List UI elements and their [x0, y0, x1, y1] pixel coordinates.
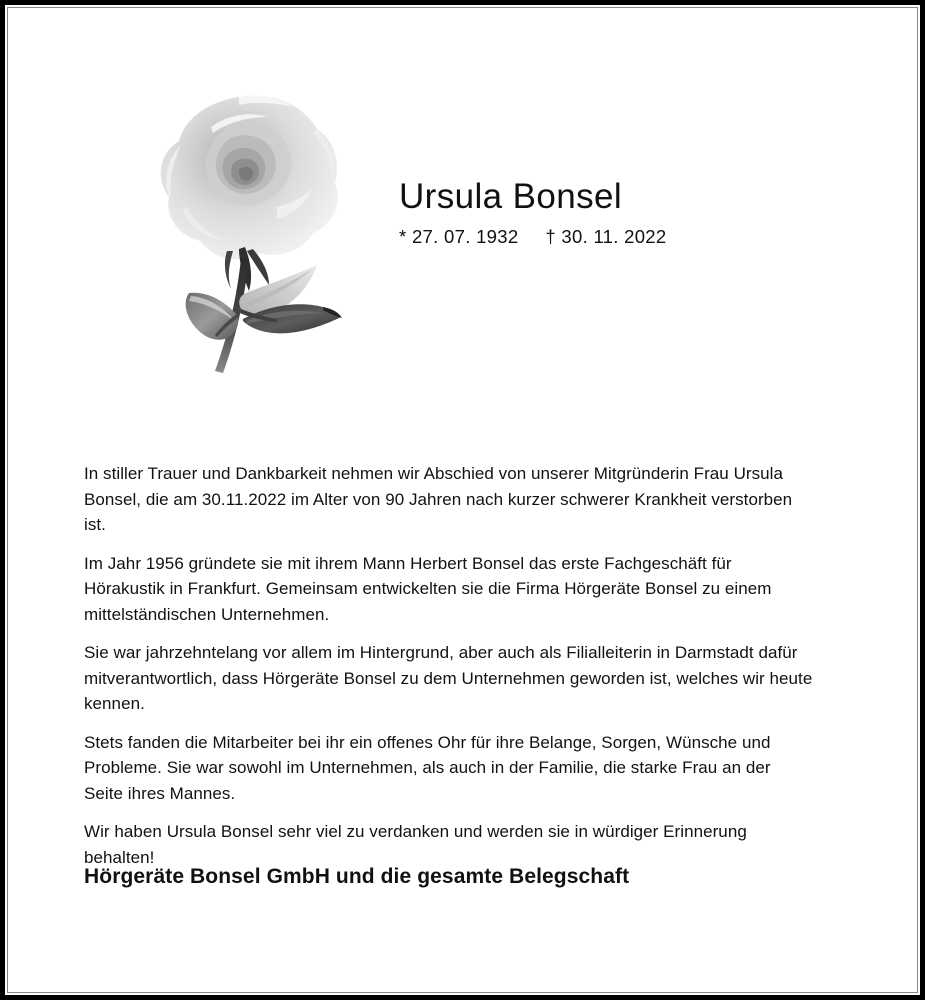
paragraph: Stets fanden die Mitarbeiter bei ihr ein offenes Ohr für ihre Belange, Sorgen, Wünsche und Probleme. Sie war sowohl im Unternehmen, als auch in der Familie, die starke Frau an der Seite ihres Mannes. [84, 732, 771, 803]
paragraph: In stiller Trauer und Dankbarkeit nehmen wir Abschied von unserer Mitgründerin Frau Ursula Bonsel, die am 30.11.2022 im Alter von 90 Jahren nach kurzer schwerer Krankheit verstorben ist. [84, 464, 793, 534]
paragraph: Sie war jahrzehntelang vor allem im Hintergrund, aber auch als Filialleiterin in Darmstadt dafür mitverantwortlich, dass Hörgeräte Bonsel zu dem Unternehmen geworden ist, welches wir heute kennen. [84, 643, 813, 713]
signature-line: Hörgeräte Bonsel GmbH und die gesamte Belegschaft [84, 865, 630, 888]
died-date: 30. 11. 2022 [561, 226, 667, 248]
rose-flower-illustration-icon [127, 87, 357, 387]
born-symbol: * [399, 226, 407, 248]
died-symbol: † [545, 226, 556, 248]
name-block [399, 177, 819, 248]
deceased-name: Ursula Bonsel [399, 177, 623, 216]
obituary-body [84, 461, 814, 870]
life-dates [399, 226, 819, 248]
born-date: 27. 07. 1932 [411, 226, 519, 248]
paragraph: Wir haben Ursula Bonsel sehr viel zu verdanken und werden sie in würdiger Erinnerung behalten! [84, 822, 747, 867]
notice-header [9, 9, 916, 429]
paragraph: Im Jahr 1956 gründete sie mit ihrem Mann Herbert Bonsel das erste Fachgeschäft für Hörakustik in Frankfurt. Gemeinsam entwickelten sie die Firma Hörgeräte Bonsel zu einem mittelständischen Unternehmen. [84, 553, 772, 624]
notice-content [9, 9, 916, 991]
